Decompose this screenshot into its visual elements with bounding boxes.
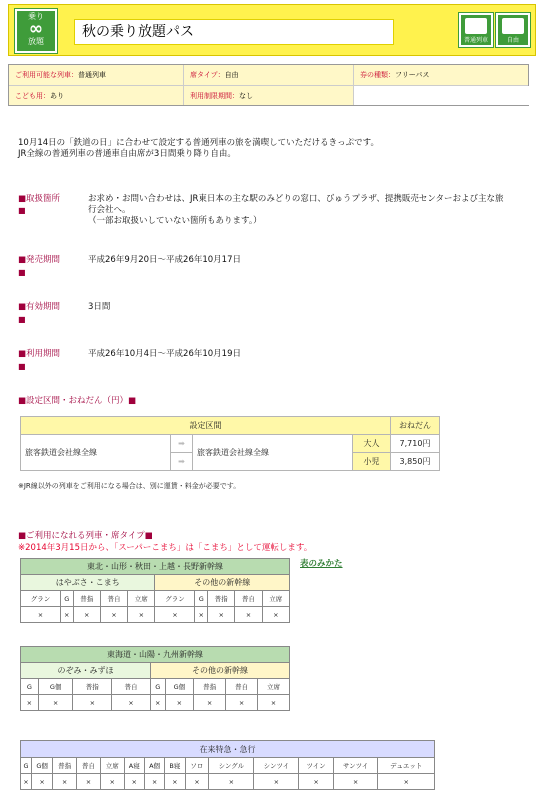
info-trains: ご利用可能な列車：普通列車 xyxy=(15,71,106,79)
train-icon: 普通列車 xyxy=(459,13,493,47)
shinkansen-east-table: 東北・山形・秋田・上越・長野新幹線 はやぶさ・こまち その他の新幹線 グラン G 普指 普自 立席 グラン G 普指 普自 立席 × × × × × × × × × × xyxy=(20,558,290,623)
fare-table: 設定区間 おねだん 旅客鉄道会社線全線 ➡ 旅客鉄道会社線全線 大人 7,710円 ➡ 小児 3,850円 xyxy=(20,416,440,471)
to-section: 旅客鉄道会社線全線 xyxy=(193,435,353,471)
legend-link[interactable]: 表のみかた xyxy=(300,559,343,569)
arrow-right-icon: ➡ xyxy=(171,453,193,471)
page-title: 秋の乗り放題パス xyxy=(74,19,394,45)
section-sales-period: ■発売期間 平成26年9月20日～平成26年10月17日 xyxy=(18,255,241,265)
infinity-icon: ∞ xyxy=(28,19,44,39)
fare-note: ※JR線以外の列車をご利用になる場合は、別に運賃・料金が必要です。 xyxy=(18,482,241,490)
trains-heading: ■ご利用になれる列車・席タイプ■ xyxy=(18,531,153,541)
info-child: こども用：あり xyxy=(15,92,64,100)
shinkansen-west-table: 東海道・山陽・九州新幹線 のぞみ・みずほ その他の新幹線 G G個 普指 普自 G G個 普指 普自 立席 × × × × × × × × × xyxy=(20,646,290,711)
free-seat-icon: 自由 xyxy=(496,13,530,47)
trains-notice: ※2014年3月15日から、「スーパーこまち」は「こまち」として運転します。 xyxy=(18,543,313,553)
ticket-info-table xyxy=(8,64,529,106)
section-valid-period: ■有効期間 3日間 xyxy=(18,302,111,312)
from-section: 旅客鉄道会社線全線 xyxy=(21,435,171,471)
fare-heading: ■設定区間・おねだん（円）■ xyxy=(18,396,137,406)
page-header xyxy=(8,4,536,56)
arrow-right-icon: ➡ xyxy=(171,435,193,453)
info-seat-type: 席タイプ：自由 xyxy=(190,71,239,79)
section-sales-points: ■取扱箇所 お求め・お問い合わせは、JR東日本の主な駅のみどりの窓口、びゅうプラザ、提携販売センターおよび主な旅 行会社へ。 （一部お取扱いしていない箇所もあります。） xyxy=(18,194,504,226)
limited-express-table: 在来特急・急行 G G個 普指 普自 立席 A寝 A個 B寝 ソロ シングル シンツイ ツイン サンツイ デュエット × × × × × × × × × × × × × × xyxy=(20,740,435,790)
section-usage-period: ■利用期間 平成26年10月4日～平成26年10月19日 xyxy=(18,349,241,359)
norihodai-logo: 乗り ∞ 放題 xyxy=(15,9,57,53)
info-ticket-kind: 券の種類：フリーパス xyxy=(360,71,430,79)
info-restriction: 利用制限期間：なし xyxy=(190,92,253,100)
description: 10月14日の「鉄道の日」に合わせて設定する普通列車の旅を満喫していただけるきっぷです。 JR全線の普通列車の普通車自由席が3日間乗り降り自由。 xyxy=(18,138,379,159)
